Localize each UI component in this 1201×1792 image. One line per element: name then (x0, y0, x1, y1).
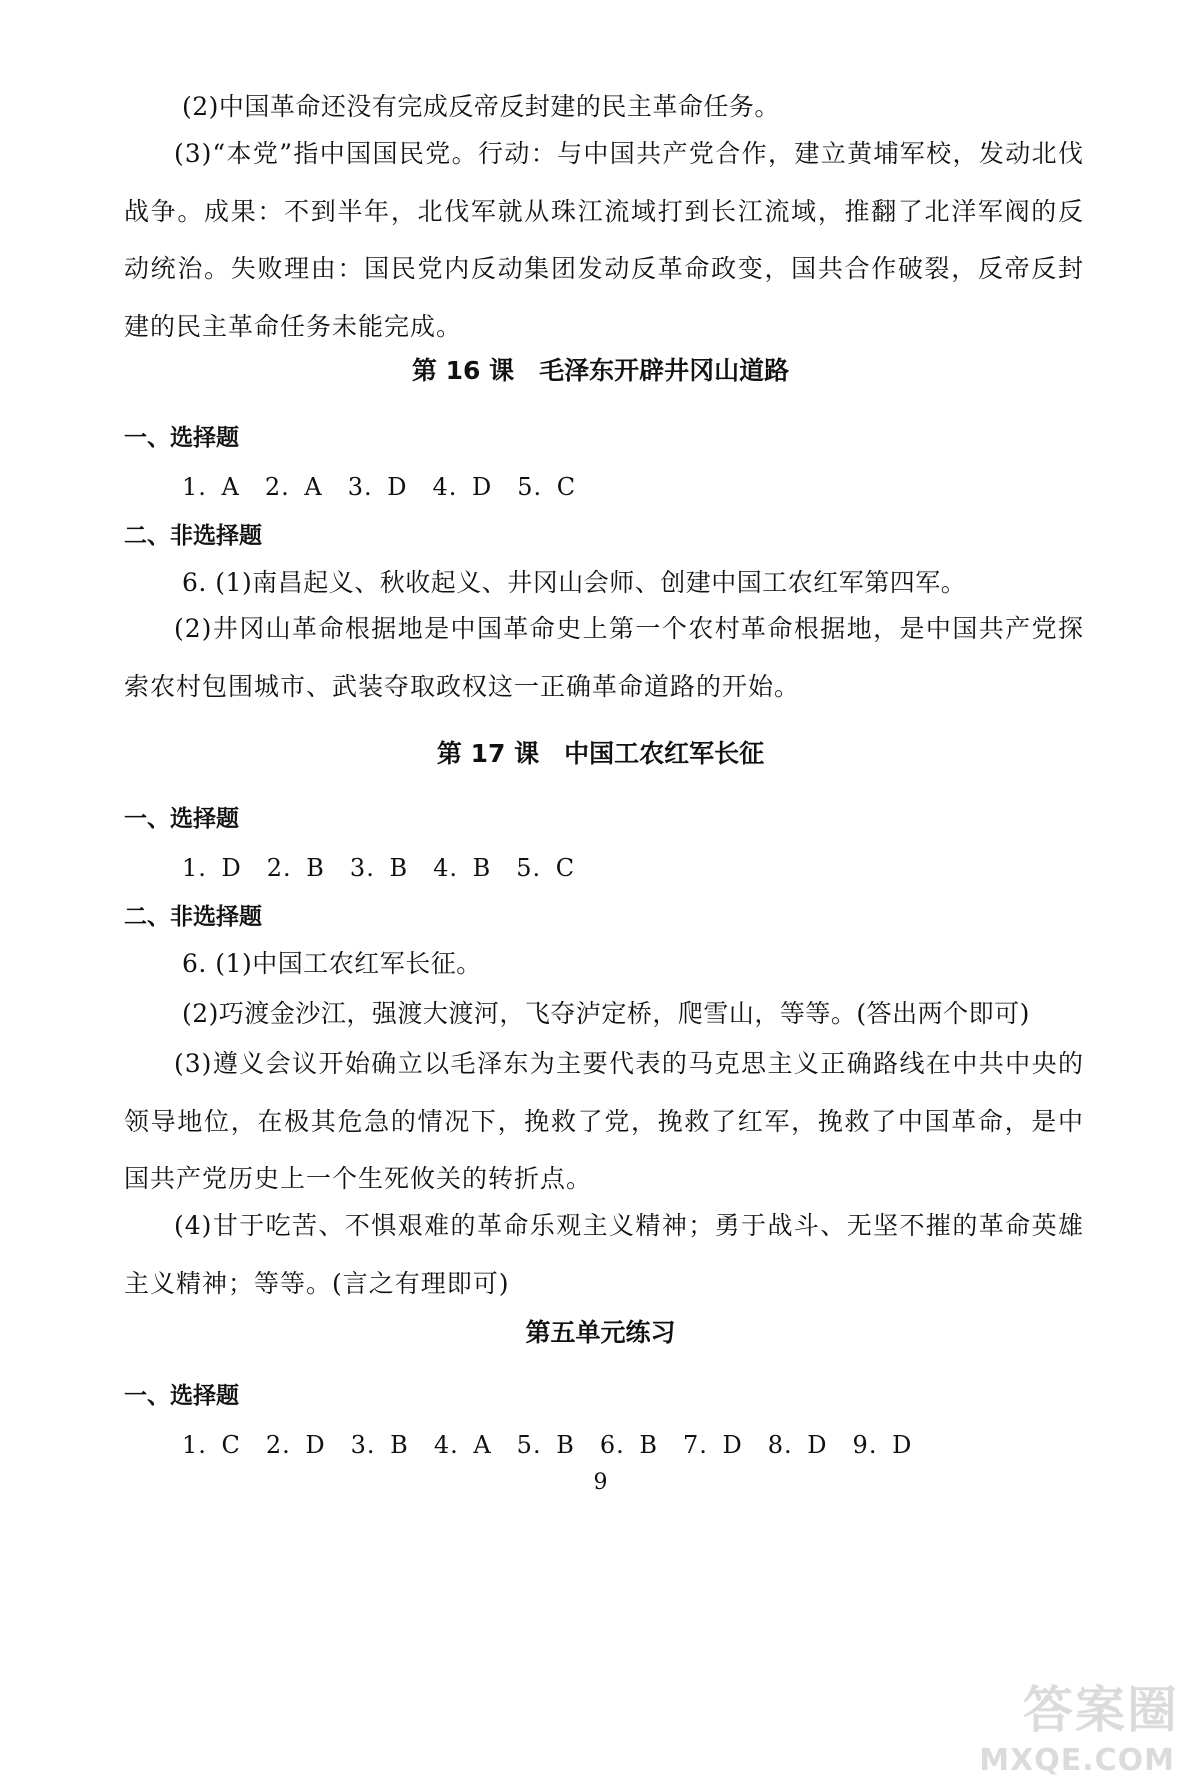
lesson-17-choice-answers: 1. D 2. B 3. B 4. B 5. C (182, 854, 576, 882)
lesson-16-choice-answers: 1. A 2. A 3. D 4. D 5. C (182, 473, 577, 501)
unit-5-title: 第五单元练习 (525, 1318, 676, 1347)
intro-answer-3: (3)“本党”指中国国民党。行动：与中国共产党合作，建立黄埔军校，发动北伐战争。成果：不到半年，北伐军就从珠江流域打到长江流域，推翻了北洋军阀的反动统治。失败理由：国民党内反动集团发动反革命政变，国共合作破裂，反帝反封建的民主革命任务未能完成。 (124, 139, 1084, 341)
unit-5-choice-heading: 一、选择题 (124, 1383, 239, 1409)
page-number: 9 (593, 1470, 608, 1495)
watermark-text: 答案圈 (1023, 1681, 1179, 1739)
lesson-16-title: 第 16 课 毛泽东开辟井冈山道路 (411, 356, 790, 385)
lesson-17-choice-heading: 一、选择题 (124, 806, 239, 832)
lesson-17-nonchoice-heading: 二、非选择题 (124, 904, 262, 930)
lesson-17-q6-part3: (3)遵义会议开始确立以毛泽东为主要代表的马克思主义正确路线在中共中央的领导地位，在极其危急的情况下，挽救了党，挽救了红军，挽救了中国革命，是中国共产党历史上一个生死攸关的转折点。 (124, 1049, 1084, 1193)
lesson-17-title: 第 17 课 中国工农红军长征 (436, 739, 765, 768)
lesson-17-q6-part4: (4)甘于吃苦、不惧艰难的革命乐观主义精神；勇于战斗、无坚不摧的革命英雄主义精神；等等。(言之有理即可) (124, 1211, 1084, 1298)
intro-answer-2: (2)中国革命还没有完成反帝反封建的民主革命任务。 (182, 92, 780, 121)
watermark-url: MXQE.COM (979, 1743, 1175, 1778)
lesson-16-choice-heading: 一、选择题 (124, 425, 239, 451)
watermark-logo (949, 1662, 1179, 1782)
lesson-17-q6-part2: (2)巧渡金沙江，强渡大渡河，飞夺泸定桥，爬雪山，等等。(答出两个即可) (182, 999, 1030, 1028)
lesson-16-q6-part2: (2)井冈山革命根据地是中国革命史上第一个农村革命根据地，是中国共产党探索农村包围城市、武装夺取政权这一正确革命道路的开始。 (124, 614, 1084, 701)
lesson-17-q6-part1: 6. (1)中国工农红军长征。 (182, 949, 482, 978)
lesson-16-nonchoice-heading: 二、非选择题 (124, 523, 262, 549)
lesson-16-q6-part1: 6. (1)南昌起义、秋收起义、井冈山会师、创建中国工农红军第四军。 (182, 568, 967, 597)
unit-5-choice-answers: 1. C 2. D 3. B 4. A 5. B 6. B 7. D 8. D 9. D (182, 1431, 913, 1459)
